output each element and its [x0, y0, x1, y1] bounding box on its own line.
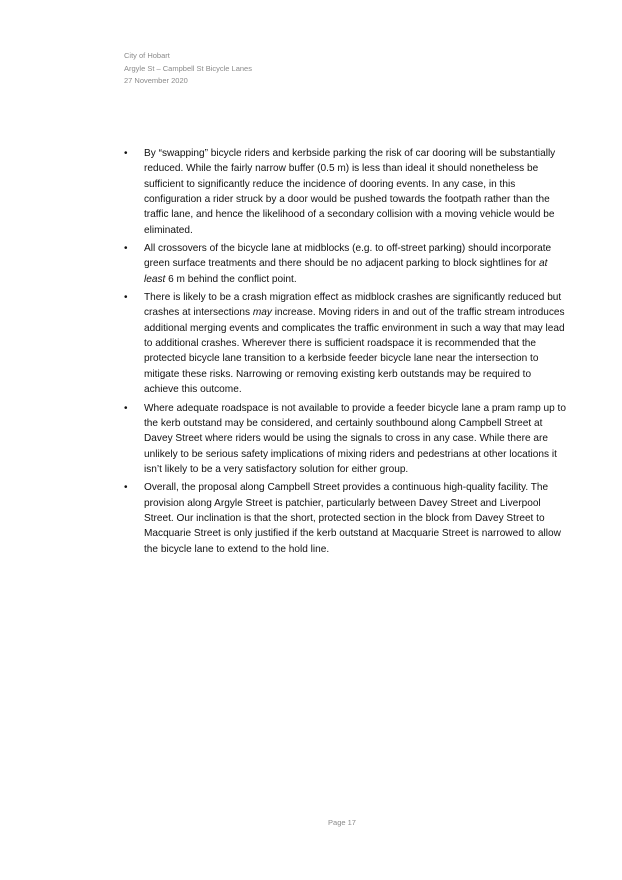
bullet-item-crossovers [124, 241, 566, 287]
bullet-item-pram-ramp [124, 401, 566, 478]
bullet-text-part: All crossovers of the bicycle lane at midblocks (e.g. to off-street parking) should incorporate green surface treatments and there should be no adjacent parking to block sightlines for [144, 243, 552, 270]
bullet-text: By “swapping” bicycle riders and kerbside parking the risk of car dooring will be substantially reduced. While the fairly narrow buffer (0.5 m) is less than ideal it should nonetheless be sufficient to significantly reduce the incidence of dooring events. In any case, in this configuration a rider struck by a door would be pushed towards the footpath rather than the traffic lane, and hence the likelihood of a secondary collision with a moving vehicle would be eliminated. [144, 148, 556, 236]
page-number: Page 17 [328, 818, 356, 827]
bullet-text-part: 6 m behind the conflict point. [165, 273, 297, 285]
bullet-list [124, 146, 566, 557]
bullet-text-part: increase. Moving riders in and out of the traffic stream introduces additional merging events and complicates the traffic environment in such a way that may lead to additional crashes. Wherever there is sufficient roadspace it is recommended that the protected bicycle lane transition to a kerbside feeder bicycle lane near the intersection to mitigate these risks. Narrowing or removing existing kerb outstands may be required to achieve this outcome. [144, 307, 565, 396]
bullet-text-emphasis: may [252, 307, 272, 319]
bullet-text-part: There is likely to be a crash migration effect as midblock crashes are significantly reduced but crashes at intersections [144, 292, 562, 319]
bullet-text [144, 290, 566, 397]
bullet-item-crash-migration [124, 290, 566, 397]
bullet-text-emphasis: at least [144, 258, 548, 285]
bullet-icon: • [124, 148, 128, 159]
header-project-title: Argyle St – Campbell St Bicycle Lanes [124, 63, 252, 73]
bullet-text [144, 241, 566, 287]
bullet-icon: • [124, 482, 128, 494]
body-content [124, 146, 566, 560]
header-organisation: City of Hobart [124, 51, 170, 60]
bullet-text: Where adequate roadspace is not available to provide a feeder bicycle lane a pram ramp up to the kerb outstand may be considered, and certainly southbound along Campbell Street at Davey Street where riders would be using the signals to cross in any case. While there are unlikely to be serious safety implications of mixing riders and pedestrians at other locations it isn’t likely to be a very satisfactory solution for either group. [144, 402, 566, 475]
bullet-icon: • [124, 292, 128, 304]
bullet-item-overall [124, 480, 566, 557]
bullet-icon: • [124, 402, 128, 414]
header-date: 27 November 2020 [124, 76, 188, 85]
bullet-item-dooring [124, 146, 566, 238]
running-header [124, 50, 252, 88]
bullet-text: Overall, the proposal along Campbell Street provides a continuous high-quality facility. The provision along Argyle Street is patchier, particularly between Davey Street and Liverpool Street. Our inclination is that the short, protected section in the block from Davey Street to Macquarie Street is only justified if the kerb outstand at Macquarie Street is narrowed to allow the bicycle lane to extend to the hold line. [144, 482, 561, 555]
bullet-icon: • [124, 243, 128, 255]
